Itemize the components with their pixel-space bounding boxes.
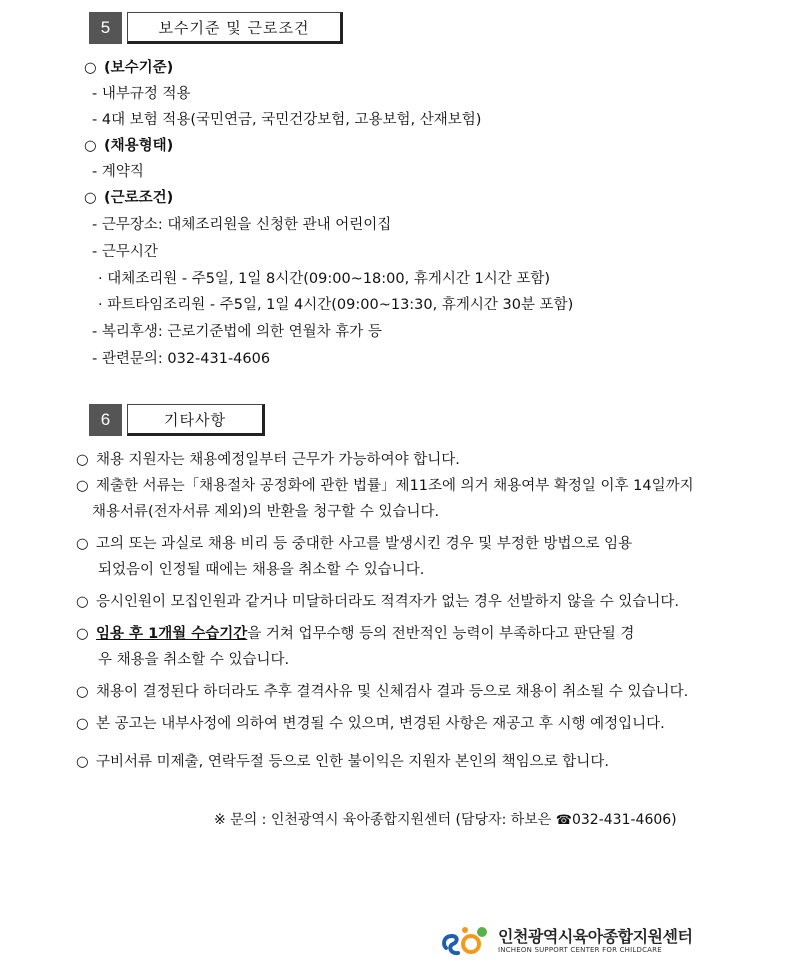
section-5-title: 보수기준 및 근로조건 xyxy=(127,12,343,44)
work-line-3: · 대체조리원 - 주5일, 1일 8시간(09:00~18:00, 휴게시간 1시간 포함) xyxy=(98,271,550,287)
contact-line: ※ 문의 : 인천광역시 육아종합지원센터 (담당자: 하보은 ☎032-431-4606) xyxy=(214,812,677,828)
center-logo-mark-icon xyxy=(438,924,494,958)
notice-item-2-cont: 채용서류(전자서류 제외)의 반환을 청구할 수 있습니다. xyxy=(92,504,440,520)
work-heading: ○ (근로조건) xyxy=(84,190,174,206)
section-5-number: 5 xyxy=(89,12,122,44)
work-line-2: - 근무시간 xyxy=(92,244,158,260)
section-5-header xyxy=(89,12,343,44)
probation-emphasis: 임용 후 1개월 수습기간 xyxy=(96,626,248,642)
notice-item-2: ○ 제출한 서류는「채용절차 공정화에 관한 법률」제11조에 의거 채용여부 확정일 이후 14일까지 xyxy=(76,478,694,494)
phone-icon: ☎ xyxy=(555,813,572,828)
notice-item-6: ○ 채용이 결정된다 하더라도 추후 결격사유 및 신체검사 결과 등으로 채용이 취소될 수 있습니다. xyxy=(76,684,689,700)
section-6-number: 6 xyxy=(89,404,122,436)
notice-item-1: ○ 채용 지원자는 채용예정일부터 근무가 가능하여야 합니다. xyxy=(76,452,460,468)
section-6-title: 기타사항 xyxy=(127,404,265,436)
section-6-header xyxy=(89,404,265,436)
center-logo xyxy=(438,924,708,958)
pay-line-2: - 4대 보험 적용(국민연금, 국민건강보험, 고용보험, 산재보험) xyxy=(92,112,482,128)
type-heading: ○ (채용형태) xyxy=(84,138,174,154)
notice-item-5: ○ 임용 후 1개월 수습기간을 거쳐 업무수행 등의 전반적인 능력이 부족하다고 판단될 경 xyxy=(76,626,635,642)
work-line-1: - 근무장소: 대체조리원을 신청한 관내 어린이집 xyxy=(92,217,392,233)
notice-item-8: ○ 구비서류 미제출, 연락두절 등으로 인한 불이익은 지원자 본인의 책임으로 합니다. xyxy=(76,754,609,770)
work-line-5: - 복리후생: 근로기준법에 의한 연월차 휴가 등 xyxy=(92,324,382,340)
pay-line-1: - 내부규정 적용 xyxy=(92,86,191,102)
notice-item-5-cont: 우 채용을 취소할 수 있습니다. xyxy=(98,652,290,668)
notice-item-4: ○ 응시인원이 모집인원과 같거나 미달하더라도 적격자가 없는 경우 선발하지 않을 수 있습니다. xyxy=(76,594,679,610)
type-line-1: - 계약직 xyxy=(92,164,144,180)
pay-heading: ○ (보수기준) xyxy=(84,60,174,76)
logo-name-en: INCHEON SUPPORT CENTER FOR CHILDCARE xyxy=(498,946,662,954)
work-line-4: · 파트타임조리원 - 주5일, 1일 4시간(09:00~13:30, 휴게시간 30분 포함) xyxy=(98,297,574,313)
notice-item-7: ○ 본 공고는 내부사정에 의하여 변경될 수 있으며, 변경된 사항은 재공고 후 시행 예정입니다. xyxy=(76,716,665,732)
work-line-6: - 관련문의: 032-431-4606 xyxy=(92,351,271,367)
notice-item-3: ○ 고의 또는 과실로 채용 비리 등 중대한 사고를 발생시킨 경우 및 부정한 방법으로 임용 xyxy=(76,536,633,552)
notice-item-3-cont: 되었음이 인정될 때에는 채용을 취소할 수 있습니다. xyxy=(98,562,425,578)
logo-name-ko: 인천광역시육아종합지원센터 xyxy=(498,927,693,946)
